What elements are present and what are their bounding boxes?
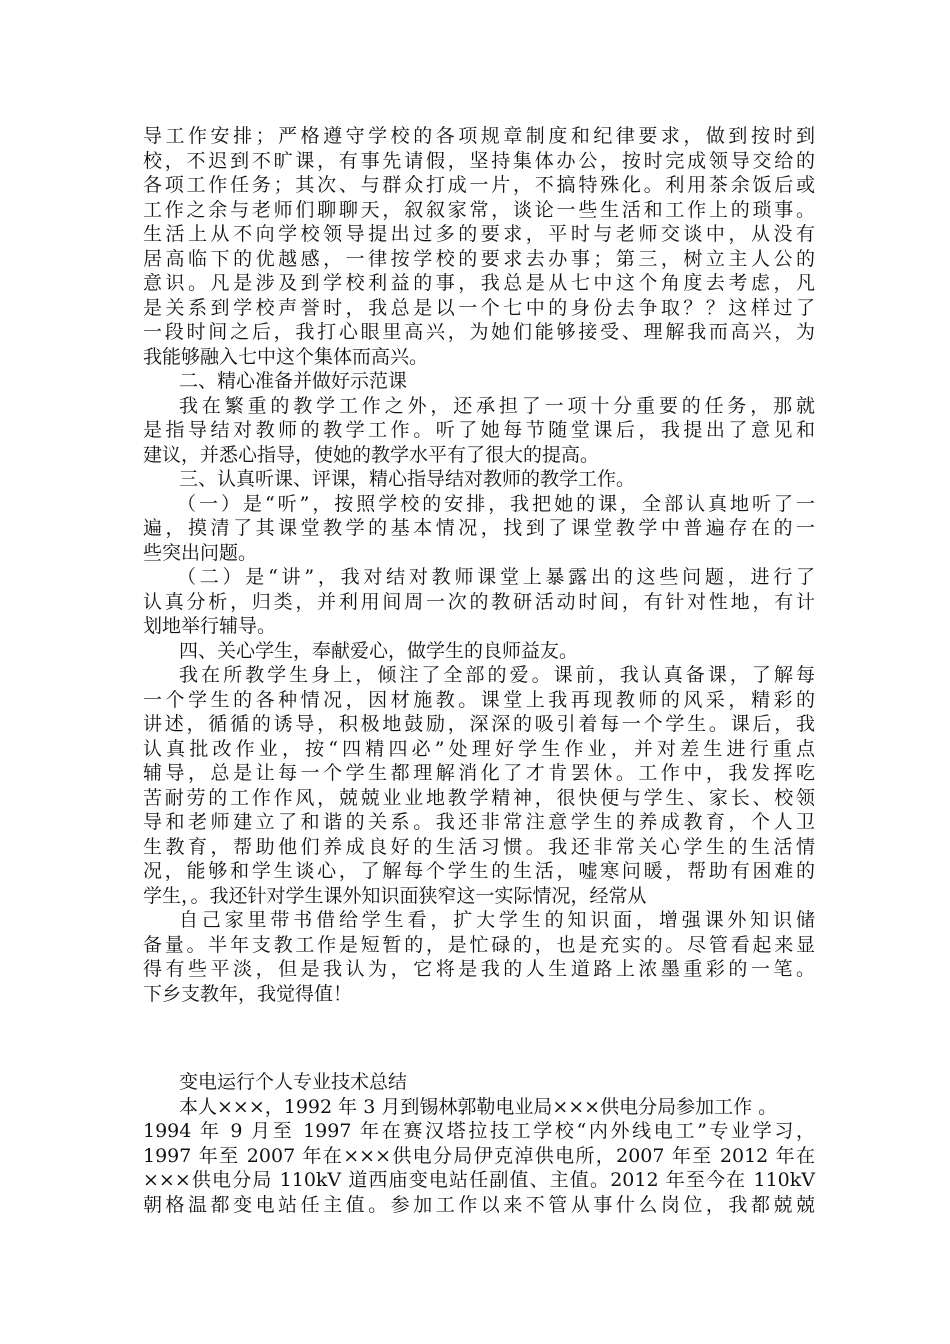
paragraph-line: 建议，并悉心指导，使她的教学水平有了很大的提高。 <box>143 443 600 466</box>
section-heading: 三、认真听课、评课，精心指导结对教师的教学工作。 <box>179 468 636 490</box>
paragraph-line: 遍，摸清了其课堂教学的基本情况，找到了课堂教学中普遍存在的一 <box>143 517 815 539</box>
paragraph-line: 得有些平淡，但是我认为，它将是我的人生道路上浓墨重彩的一笔。 <box>143 958 815 980</box>
paragraph-line: 导工作安排；严格遵守学校的各项规章制度和纪律要求，做到按时到 <box>143 125 815 147</box>
document-title: 变电运行个人专业技术总结 <box>179 1071 408 1093</box>
paragraph-line: 况，能够和学生谈心，了解每个学生的生活，嘘寒问暖，帮助有困难的 <box>143 860 815 882</box>
section-two-text <box>143 1070 815 1217</box>
paragraph-line: 我能够融入七中这个集体而高兴。 <box>143 345 429 368</box>
paragraph-line: 一段时间之后，我打心眼里高兴，为她们能够接受、理解我而高兴，为 <box>143 321 815 343</box>
paragraph-line: 生教育，帮助他们养成良好的生活习惯。我还非常关心学生的生活情 <box>143 835 815 858</box>
paragraph-line: 认真批改作业，按“四精四必”处理好学生作业，并对差生进行重点 <box>143 737 815 760</box>
paragraph-line: 一个学生的各种情况，因材施教。课堂上我再现教师的风采，精彩的 <box>143 688 815 711</box>
paragraph-line: 些突出问题。 <box>143 541 258 564</box>
paragraph-line: 居高临下的优越感，一律按学校的要求去办事；第三，树立主人公的 <box>143 247 815 270</box>
paragraph-line: 苦耐劳的工作作风，兢兢业业地教学精神，很快便与学生、家长、校领 <box>143 786 815 809</box>
paragraph-line: 划地举行辅导。 <box>143 615 277 637</box>
section-heading: 二、精心准备并做好示范课 <box>179 370 408 392</box>
paragraph-line: 工作之余与老师们聊聊天，叙叙家常，谈论一些生活和工作上的琐事。 <box>143 198 815 221</box>
paragraph-line: 1997 年至 2007 年在×××供电分局伊克淖供电所，2007 年至 2012 年在 <box>143 1144 815 1167</box>
paragraph-line: （一）是“听”，按照学校的安排，我把她的课，全部认真地听了一 <box>177 492 815 515</box>
paragraph-line: 是关系到学校声誉时，我总是以一个七中的身份去争取？？这样过了 <box>143 296 815 319</box>
section-one-text <box>143 124 815 1006</box>
paragraph-line: 讲述，循循的诱导，积极地鼓励，深深的吸引着每一个学生。课后，我 <box>143 713 815 735</box>
paragraph-line: 本人×××，1992 年 3 月到锡林郭勒电业局×××供电分局参加工作 。 <box>179 1095 778 1118</box>
paragraph-line: 朝格温都变电站任主值。参加工作以来不管从事什么岗位，我都兢兢 <box>143 1193 815 1216</box>
paragraph-line: 生活上从不向学校领导提出过多的要求，平时与老师交谈中，从没有 <box>143 223 815 245</box>
paragraph-line: 自己家里带书借给学生看，扩大学生的知识面，增强课外知识储 <box>179 909 815 931</box>
paragraph-line: 辅导，总是让每一个学生都理解消化了才肯罢休。工作中，我发挥吃 <box>143 762 815 784</box>
paragraph-line: 导和老师建立了和谐的关系。我还非常注意学生的养成教育，个人卫 <box>143 811 815 833</box>
paragraph-line: 我在所教学生身上，倾注了全部的爱。课前，我认真备课，了解每 <box>179 664 815 686</box>
paragraph-line: 各项工作任务；其次、与群众打成一片，不搞特殊化。利用茶余饭后或 <box>143 174 815 196</box>
paragraph-line: 我在繁重的教学工作之外，还承担了一项十分重要的任务，那就 <box>179 394 815 417</box>
paragraph-line: 备量。半年支教工作是短暂的，是忙碌的，也是充实的。尽管看起来显 <box>143 933 815 956</box>
paragraph-line: 认真分析，归类，并利用间周一次的教研活动时间，有针对性地，有计 <box>143 590 815 613</box>
paragraph-line: 下乡支教年，我觉得值！ <box>143 982 353 1005</box>
section-heading: 四、关心学生，奉献爱心，做学生的良师益友。 <box>179 639 579 662</box>
paragraph-line: ×××供电分局 110kV 道西庙变电站任副值、主值。2012 年至今在 110kV <box>143 1169 815 1191</box>
paragraph-line: 是指导结对教师的教学工作。听了她每节随堂课后，我提出了意见和 <box>143 419 815 441</box>
paragraph-line: 校，不迟到不旷课，有事先请假，坚持集体办公，按时完成领导交给的 <box>143 149 815 172</box>
paragraph-line: 1994 年 9 月至 1997 年在赛汉塔拉技工学校“内外线电工”专业学习， <box>143 1120 815 1142</box>
paragraph-line: 学生，。我还针对学生课外知识面狭窄这一实际情况，经常从 <box>143 884 647 907</box>
paragraph-line: 意识。凡是涉及到学校利益的事，我总是从七中这个角度去考虑，凡 <box>143 272 815 294</box>
paragraph-line: （二）是“讲”，我对结对教师课堂上暴露出的这些问题，进行了 <box>177 566 815 588</box>
